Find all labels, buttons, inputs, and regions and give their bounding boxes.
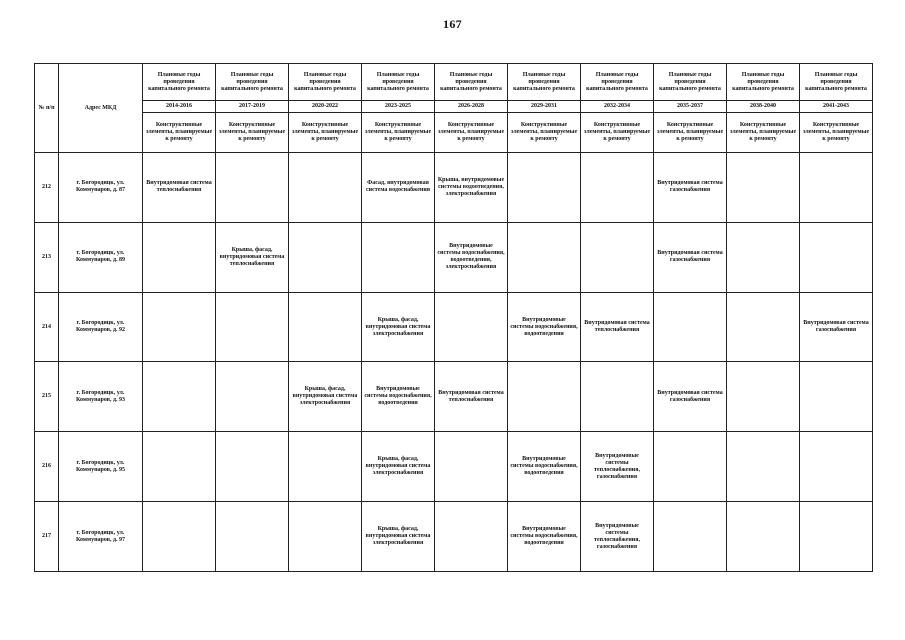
- repair-cell: [289, 153, 362, 223]
- row-number: 217: [35, 502, 59, 572]
- repair-cell: Крыша, фасад, внутридомовая система теплоснабжения: [216, 222, 289, 292]
- period-title: Плановые годы проведения капитального ремонта: [581, 64, 654, 101]
- elements-label: Конструктивные элементы, планируемые к ремонту: [727, 113, 800, 153]
- period-title: Плановые годы проведения капитального ремонта: [800, 64, 873, 101]
- header-row-titles: [35, 64, 873, 101]
- elements-label: Конструктивные элементы, планируемые к ремонту: [581, 113, 654, 153]
- table-row: [35, 362, 873, 432]
- repair-cell: Фасад, внутридомовая система водоснабжения: [362, 153, 435, 223]
- row-address: г. Богородицк, ул. Коммунаров, д. 93: [59, 362, 143, 432]
- repair-cell: [362, 222, 435, 292]
- repair-cell: [654, 432, 727, 502]
- row-number: 212: [35, 153, 59, 223]
- repair-cell: Внутридомовые системы водоснабжения, водоотведения, электроснабжения: [435, 222, 508, 292]
- row-address: г. Богородицк, ул. Коммунаров, д. 89: [59, 222, 143, 292]
- repair-cell: [800, 362, 873, 432]
- period-title: Плановые годы проведения капитального ремонта: [435, 64, 508, 101]
- repair-cell: Крыша, фасад, внутридомовая система электроснабжения: [362, 502, 435, 572]
- repair-cell: [508, 153, 581, 223]
- period-title: Плановые годы проведения капитального ремонта: [216, 64, 289, 101]
- repair-cell: Внутридомовая система газоснабжения: [654, 362, 727, 432]
- repair-cell: [289, 432, 362, 502]
- period-years: 2014-2016: [143, 101, 216, 113]
- repair-cell: [143, 432, 216, 502]
- repair-cell: Внутридомовые системы водоснабжения, водоотведения: [508, 502, 581, 572]
- page-number: 167: [443, 17, 462, 31]
- period-title: Плановые годы проведения капитального ремонта: [143, 64, 216, 101]
- row-address: г. Богородицк, ул. Коммунаров, д. 87: [59, 153, 143, 223]
- repair-cell: Внутридомовые системы водоснабжения, водоотведения: [508, 432, 581, 502]
- period-title: Плановые годы проведения капитального ремонта: [727, 64, 800, 101]
- period-years: 2038-2040: [727, 101, 800, 113]
- table-row: [35, 292, 873, 362]
- period-title: Плановые годы проведения капитального ремонта: [362, 64, 435, 101]
- repair-cell: [727, 362, 800, 432]
- repair-cell: [216, 432, 289, 502]
- repair-cell: Внутридомовая система теплоснабжения: [435, 362, 508, 432]
- repair-cell: [654, 292, 727, 362]
- header-row-elements: [35, 113, 873, 153]
- repair-cell: [800, 153, 873, 223]
- elements-label: Конструктивные элементы, планируемые к ремонту: [654, 113, 727, 153]
- period-years: 2023-2025: [362, 101, 435, 113]
- repair-cell: [800, 502, 873, 572]
- repair-cell: [581, 222, 654, 292]
- repair-cell: [143, 222, 216, 292]
- row-address: г. Богородицк, ул. Коммунаров, д. 95: [59, 432, 143, 502]
- repair-cell: [727, 153, 800, 223]
- elements-label: Конструктивные элементы, планируемые к ремонту: [143, 113, 216, 153]
- period-title: Плановые годы проведения капитального ремонта: [289, 64, 362, 101]
- repair-cell: [508, 222, 581, 292]
- elements-label: Конструктивные элементы, планируемые к ремонту: [508, 113, 581, 153]
- repair-cell: [581, 153, 654, 223]
- header-row-periods: [35, 101, 873, 113]
- row-number: 215: [35, 362, 59, 432]
- row-address: г. Богородицк, ул. Коммунаров, д. 97: [59, 502, 143, 572]
- column-header-num: № п/п: [35, 64, 59, 153]
- row-number: 216: [35, 432, 59, 502]
- elements-label: Конструктивные элементы, планируемые к ремонту: [800, 113, 873, 153]
- repair-cell: Внутридомовые системы теплоснабжения, газоснабжения: [581, 432, 654, 502]
- repair-cell: [289, 502, 362, 572]
- repair-cell: [800, 222, 873, 292]
- repair-cell: [216, 153, 289, 223]
- repair-cell: [435, 432, 508, 502]
- repair-cell: [727, 432, 800, 502]
- repair-cell: Внутридомовая система газоснабжения: [654, 222, 727, 292]
- repair-cell: [289, 222, 362, 292]
- repair-cell: Крыша, фасад, внутридомовая система электроснабжения: [362, 432, 435, 502]
- repair-cell: [800, 432, 873, 502]
- repair-cell: [143, 362, 216, 432]
- repair-cell: Внутридомовая система газоснабжения: [654, 153, 727, 223]
- repair-cell: [435, 502, 508, 572]
- repair-cell: Внутридомовая система газоснабжения: [800, 292, 873, 362]
- elements-label: Конструктивные элементы, планируемые к ремонту: [362, 113, 435, 153]
- table-row: [35, 153, 873, 223]
- repair-cell: [508, 362, 581, 432]
- repair-cell: Внутридомовая система теплоснабжения: [143, 153, 216, 223]
- repair-cell: Крыша, внутридомовые системы водоотведения, электроснабжения: [435, 153, 508, 223]
- period-years: 2020-2022: [289, 101, 362, 113]
- period-title: Плановые годы проведения капитального ремонта: [654, 64, 727, 101]
- repair-cell: [581, 362, 654, 432]
- repair-cell: Внутридомовая система теплоснабжения: [581, 292, 654, 362]
- row-number: 214: [35, 292, 59, 362]
- period-years: 2017-2019: [216, 101, 289, 113]
- repair-cell: [289, 292, 362, 362]
- period-years: 2029-2031: [508, 101, 581, 113]
- repair-cell: [216, 362, 289, 432]
- period-years: 2026-2028: [435, 101, 508, 113]
- repair-cell: [435, 292, 508, 362]
- repair-cell: [143, 502, 216, 572]
- period-title: Плановые годы проведения капитального ремонта: [508, 64, 581, 101]
- repair-cell: [216, 292, 289, 362]
- elements-label: Конструктивные элементы, планируемые к ремонту: [289, 113, 362, 153]
- repair-cell: [654, 502, 727, 572]
- row-number: 213: [35, 222, 59, 292]
- period-years: 2032-2034: [581, 101, 654, 113]
- table-row: [35, 502, 873, 572]
- repair-cell: Внутридомовые системы теплоснабжения, газоснабжения: [581, 502, 654, 572]
- repair-cell: Крыша, фасад, внутридомовая система электроснабжения: [289, 362, 362, 432]
- repair-cell: Внутридомовые системы водоснабжения, водоотведения: [362, 362, 435, 432]
- elements-label: Конструктивные элементы, планируемые к ремонту: [435, 113, 508, 153]
- repair-cell: Крыша, фасад, внутридомовая система электроснабжения: [362, 292, 435, 362]
- column-header-address: Адрес МКД: [59, 64, 143, 153]
- repair-cell: [143, 292, 216, 362]
- table-row: [35, 222, 873, 292]
- repair-cell: [727, 502, 800, 572]
- period-years: 2041-2043: [800, 101, 873, 113]
- repair-cell: [727, 222, 800, 292]
- elements-label: Конструктивные элементы, планируемые к ремонту: [216, 113, 289, 153]
- table-row: [35, 432, 873, 502]
- period-years: 2035-2037: [654, 101, 727, 113]
- repair-schedule-table: [34, 63, 873, 572]
- row-address: г. Богородицк, ул. Коммунаров, д. 92: [59, 292, 143, 362]
- repair-cell: Внутридомовые системы водоснабжения, водоотведения: [508, 292, 581, 362]
- repair-cell: [216, 502, 289, 572]
- repair-cell: [727, 292, 800, 362]
